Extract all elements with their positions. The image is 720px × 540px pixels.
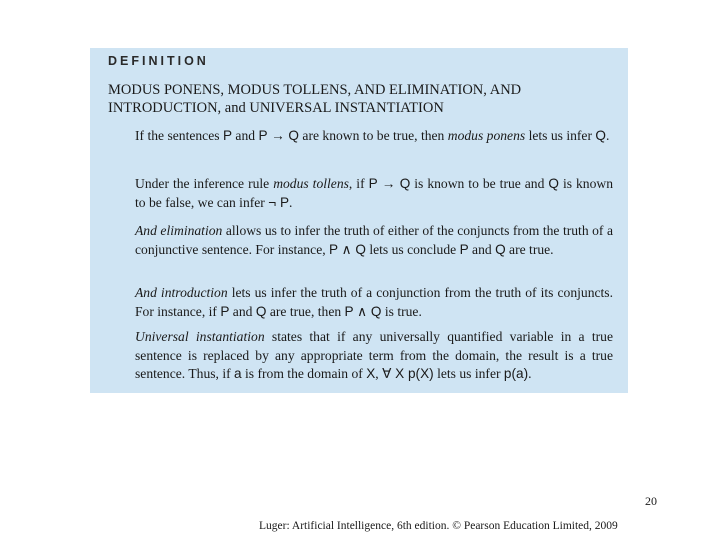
definition-heading-line: INTRODUCTION, and UNIVERSAL INSTANTIATION	[108, 100, 444, 116]
paragraph-and-introduction: And introduction lets us infer the truth of a conjunction from the truth of its conjuncts. For instance, if P and Q are true, then P ∧ Q is true.	[135, 285, 614, 319]
definition-heading	[108, 81, 618, 117]
paragraph-modus-tollens: Under the inference rule modus tollens, if P → Q is known to be true and Q is known to be false, we can infer ¬ P.	[135, 176, 613, 210]
paragraph-universal-instantiation: Universal instantiation states that if any universally quantified variable in a true sentence is replaced by any appropriate term from the domain, the result is a true sentence. Thus, if a is from the domain of X, ∀ X p(X) lets us infer p(a).	[135, 329, 614, 381]
paragraph-and-elimination: And elimination allows us to infer the truth of either of the conjuncts from the truth of a conjunctive sentence. For instance, P ∧ Q lets us conclude P and Q are true.	[135, 223, 613, 257]
definition-box	[90, 48, 628, 393]
paragraph-modus-ponens: If the sentences P and P → Q are known to be true, then modus ponens lets us infer Q.	[135, 128, 610, 143]
definition-label: DEFINITION	[108, 54, 209, 68]
slide-number: 20	[645, 494, 657, 508]
footer-citation: Luger: Artificial Intelligence, 6th edition. © Pearson Education Limited, 2009	[259, 520, 618, 532]
definition-heading-line: MODUS PONENS, MODUS TOLLENS, AND ELIMINATION, AND	[108, 82, 522, 98]
